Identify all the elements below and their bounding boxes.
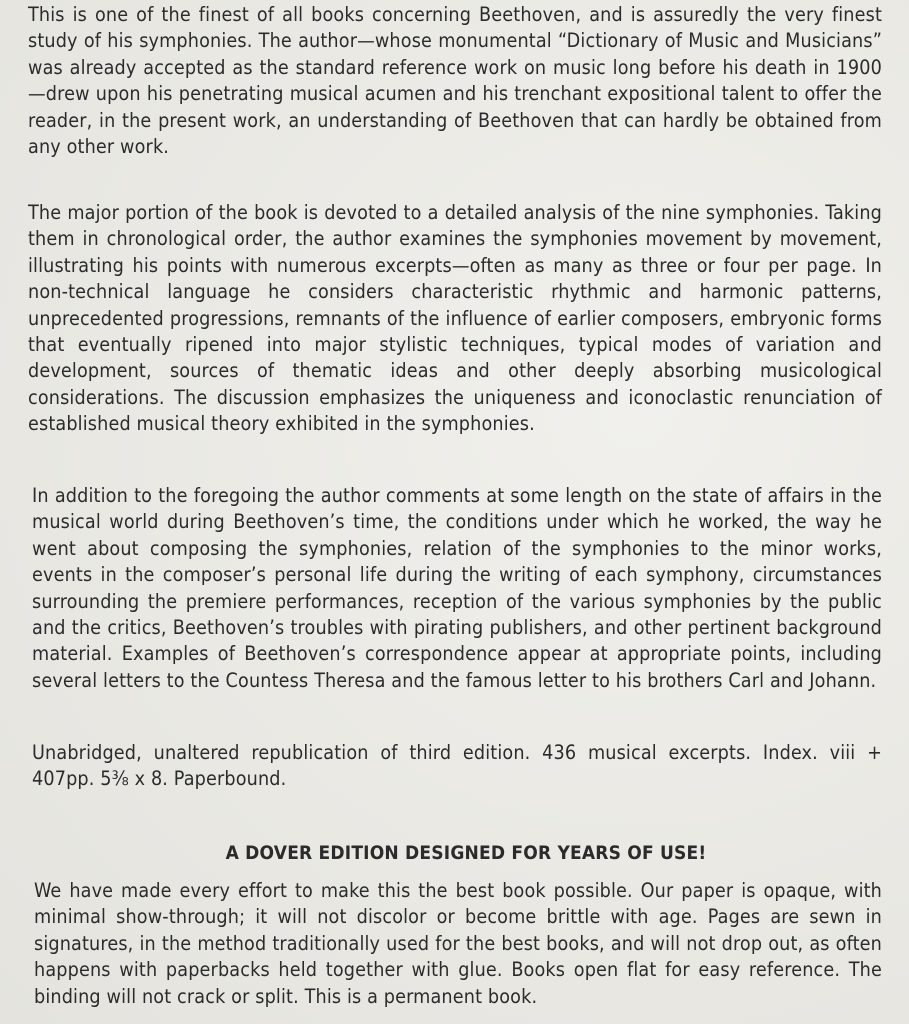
dover-edition-paragraph: We have made every effort to make this the best book possible. Our paper is opaque, with minimal show-through; it will not discolor or become brittle with age. Pages are sewn in signatures, in the method traditionally used for the best books, and will not drop out, as often happens with paperbacks held together with glue. Books open flat for easy reference. The binding will not crack or split. This is a permanent book. <box>34 879 882 1008</box>
dover-edition-heading: A DOVER EDITION DESIGNED FOR YEARS OF USE! <box>225 842 707 864</box>
book-back-cover <box>26 0 884 1024</box>
edition-details-paragraph: Unabridged, unaltered republication of third edition. 436 musical excerpts. Index. viii + 407pp. 5⅜ x 8. Paperbound. <box>32 741 882 791</box>
intro-paragraph: This is one of the finest of all books concerning Beethoven, and is assuredly the very finest study of his symphonies. The author—whose monumental “Dictionary of Music and Musicians” was already accepted as the standard reference work on music long before his death in 1900—drew upon his penetrating musical acumen and his trenchant expositional talent to offer the reader, in the present work, an understanding of Beethoven that can hardly be obtained from any other work. <box>28 3 882 159</box>
context-paragraph: In addition to the foregoing the author comments at some length on the state of affairs in the musical world during Beethoven’s time, the conditions under which he worked, the way he went about composing the symphonies, relation of the symphonies to the minor works, events in the composer’s personal life during the writing of each symphony, circumstances surrounding the premiere performances, reception of the various symphonies by the public and the critics, Beethoven’s troubles with pirating publishers, and other pertinent background material. Examples of Beethoven’s correspondence appear at appropriate points, including several letters to the Countess Theresa and the famous letter to his brothers Carl and Johann. <box>32 484 882 692</box>
analysis-paragraph: The major portion of the book is devoted to a detailed analysis of the nine symphonies. Taking them in chronological order, the author examines the symphonies movement by movement, illustrating his points with numerous excerpts—often as many as three or four per page. In non-technical language he considers characteristic rhythmic and harmonic patterns, unprecedented progressions, remnants of the influence of earlier composers, embryonic forms that eventually ripened into major stylistic techniques, typical modes of variation and development, sources of thematic ideas and other deeply absorbing musicological considerations. The discussion emphasizes the uniqueness and iconoclastic renunciation of established musical theory exhibited in the symphonies. <box>28 201 882 436</box>
